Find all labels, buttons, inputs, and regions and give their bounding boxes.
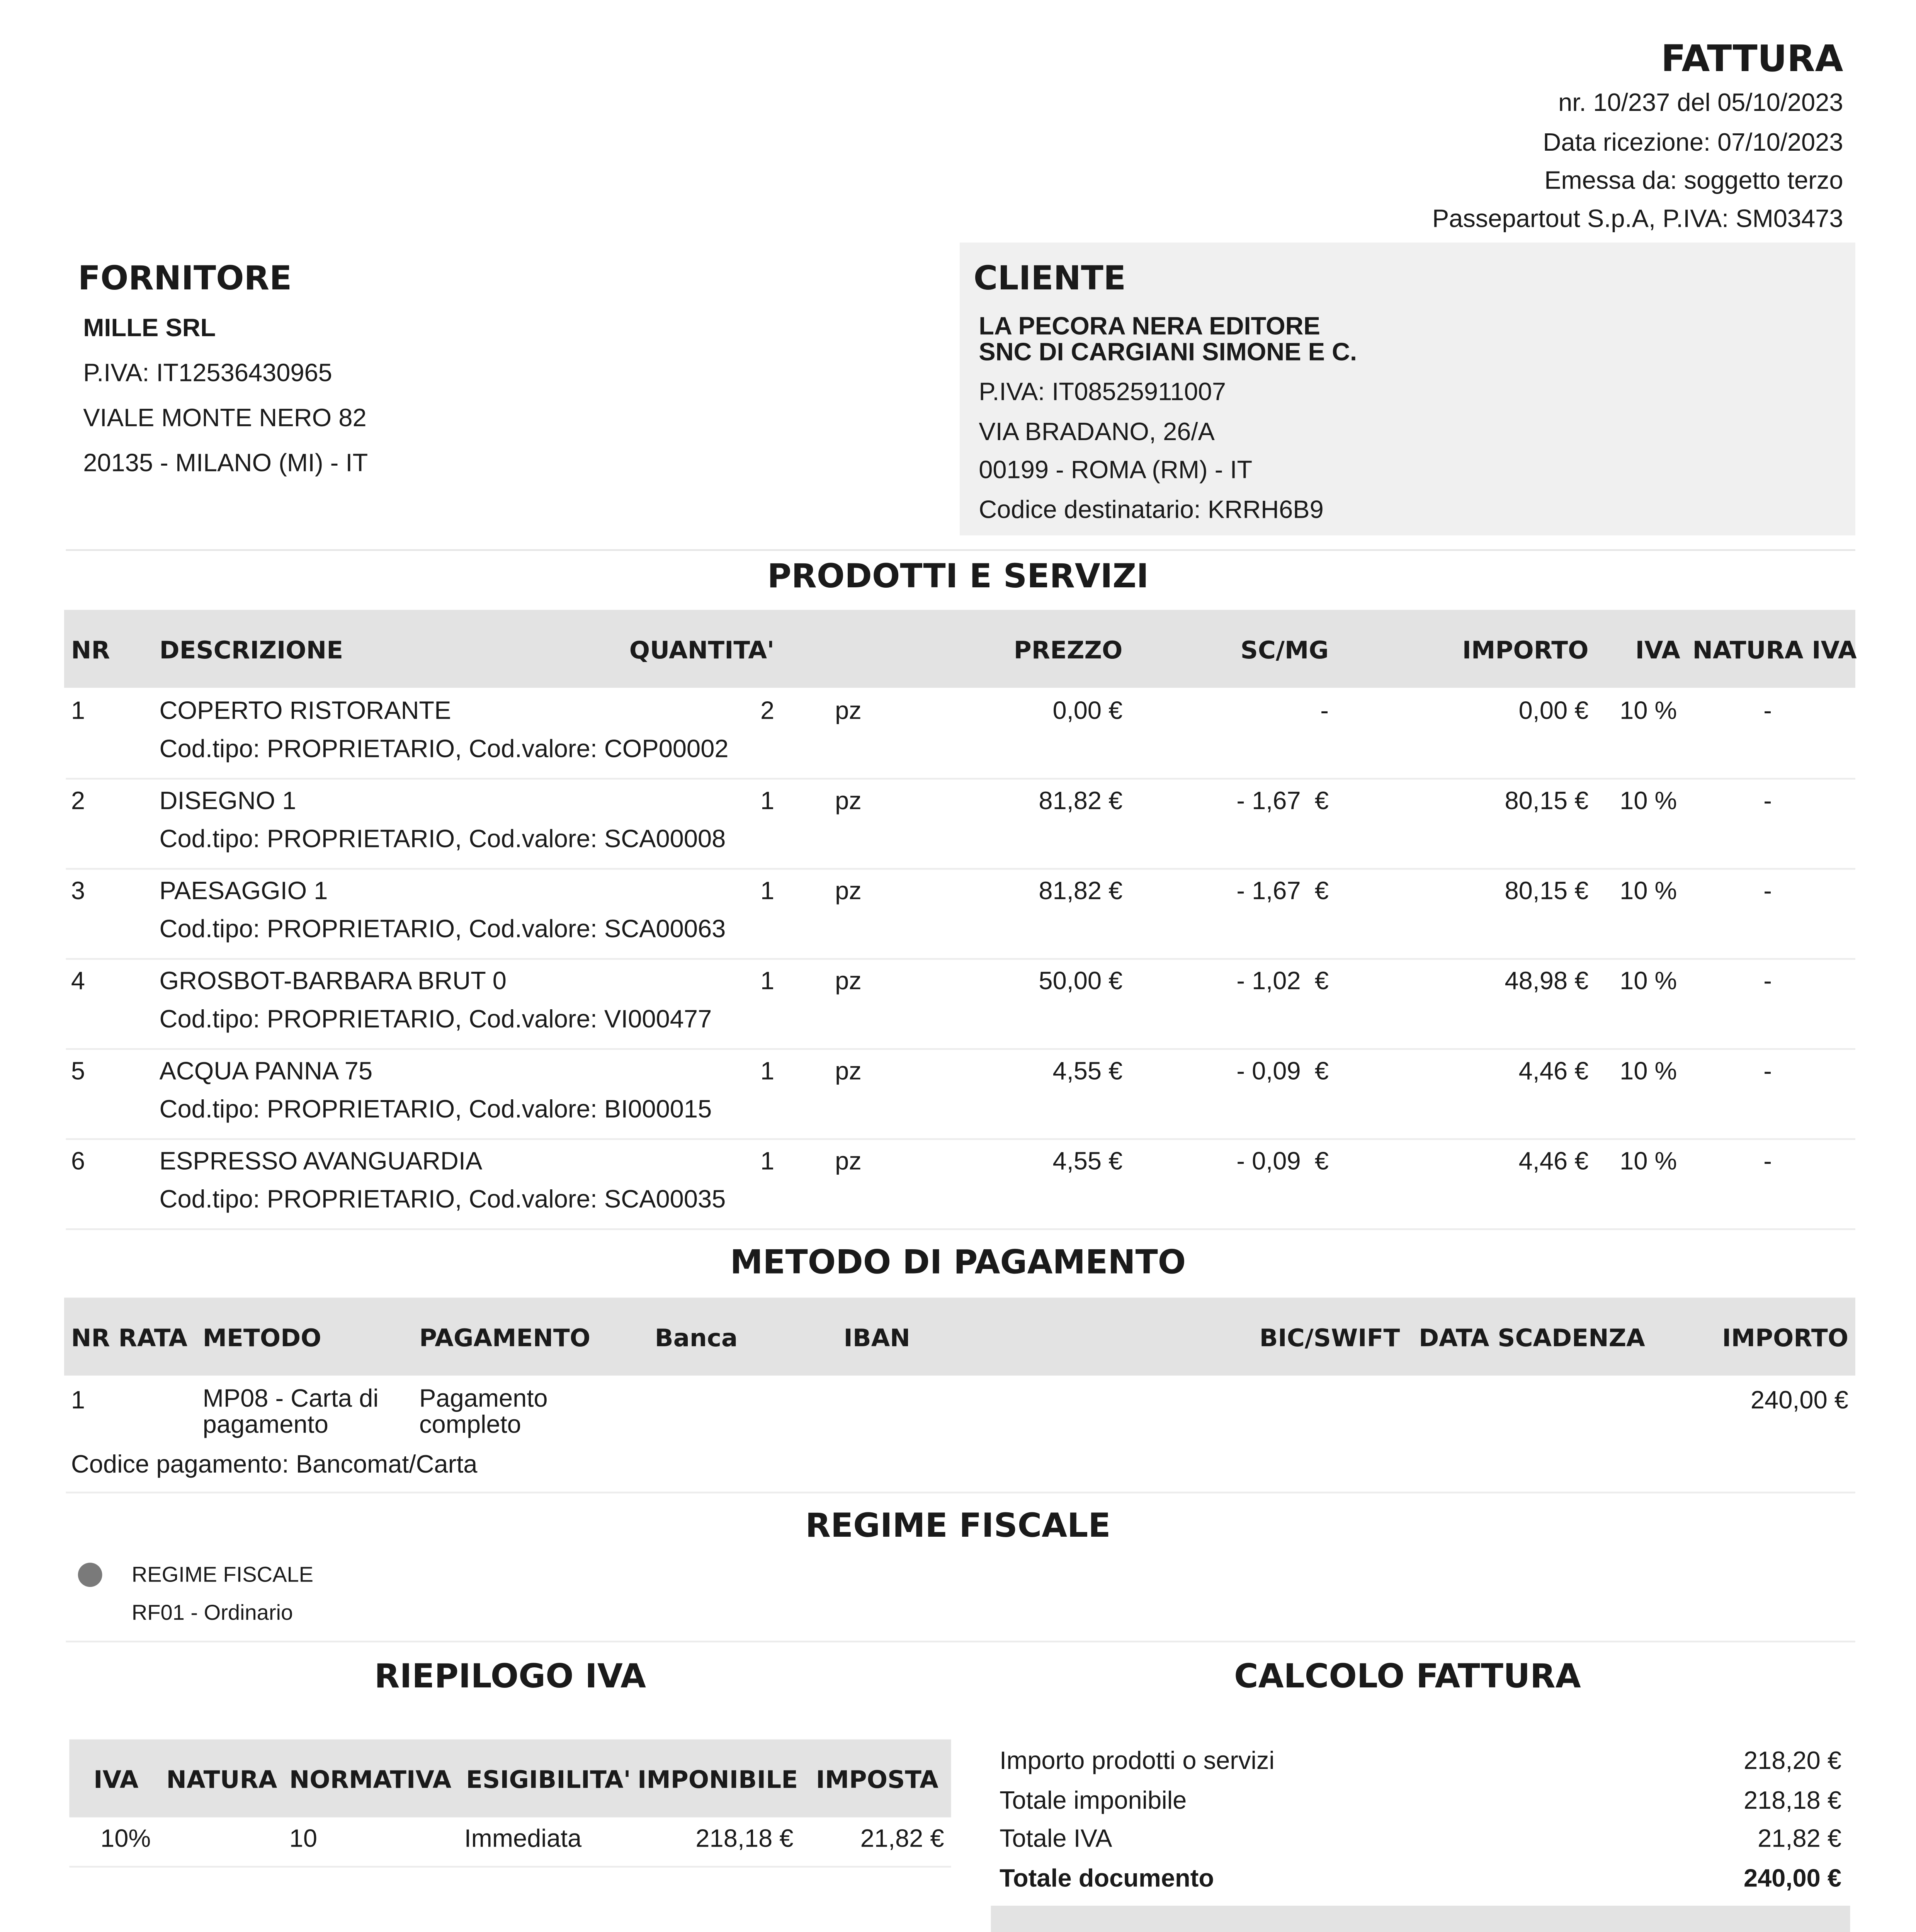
row-price: 0,00 €: [1052, 698, 1123, 726]
row-quantity: 1: [760, 878, 775, 906]
row-vat-nature: -: [1763, 1148, 1772, 1177]
client-name-line2: SNC DI CARGIANI SIMONE E C.: [979, 339, 1357, 367]
row-amount: 4,46 €: [1518, 1148, 1589, 1177]
payment-method-line1: MP08 - Carta di: [202, 1386, 379, 1414]
row-description: COPERTO RISTORANTE: [159, 698, 451, 726]
row-code: Cod.tipo: PROPRIETARIO, Cod.valore: SCA00035: [159, 1187, 726, 1215]
issued-by: Emessa da: soggetto terzo: [1544, 168, 1843, 196]
calc-line-label: Totale documento: [1000, 1865, 1214, 1893]
regime-title: REGIME FISCALE: [805, 1507, 1111, 1546]
row-quantity: 2: [760, 698, 775, 726]
row-price: 4,55 €: [1052, 1148, 1123, 1177]
row-vat: 10 %: [1620, 1058, 1677, 1087]
row-divider: [66, 1048, 1855, 1050]
supplier-block: [83, 315, 368, 490]
row-amount: 48,98 €: [1505, 968, 1589, 997]
payment-installment: 1: [71, 1388, 85, 1416]
client-dest-code: Codice destinatario: KRRH6B9: [979, 497, 1324, 525]
vat-summary-rate: 10%: [100, 1826, 151, 1854]
col-amount: IMPORTO: [1462, 637, 1589, 665]
row-code: Cod.tipo: PROPRIETARIO, Cod.valore: COP00002: [159, 736, 729, 764]
row-unit: pz: [835, 698, 862, 726]
row-discount: - 1,67 €: [1236, 878, 1329, 906]
row-discount: - 0,09 €: [1236, 1148, 1329, 1177]
divider: [69, 1866, 951, 1867]
col-discount: SC/MG: [1240, 637, 1329, 665]
col-bic: BIC/SWIFT: [1259, 1325, 1400, 1353]
products-title: PRODOTTI E SERVIZI: [767, 558, 1149, 596]
vat-summary-imposta: 21,82 €: [860, 1826, 944, 1854]
row-unit: pz: [835, 1058, 862, 1087]
calc-line-value: 218,18 €: [1743, 1787, 1842, 1815]
row-divider: [66, 778, 1855, 779]
col-natura: NATURA: [166, 1767, 277, 1795]
row-unit: pz: [835, 968, 862, 997]
supplier-name: MILLE SRL: [83, 315, 216, 343]
row-vat-nature: -: [1763, 968, 1772, 997]
payment-type-line2: completo: [419, 1412, 521, 1440]
client-title: CLIENTE: [973, 260, 1126, 298]
col-vat-nature: NATURA IVA: [1692, 637, 1857, 665]
row-discount: -: [1320, 698, 1329, 726]
bullet-icon: [78, 1563, 102, 1587]
supplier-title: FORNITORE: [78, 260, 292, 298]
col-installment: NR RATA: [71, 1325, 188, 1353]
col-vat: IVA: [1635, 637, 1680, 665]
regime-label: REGIME FISCALE: [131, 1563, 314, 1587]
calc-line-label: Totale IVA: [1000, 1826, 1112, 1854]
row-code: Cod.tipo: PROPRIETARIO, Cod.valore: BI000015: [159, 1097, 712, 1124]
client-vat: P.IVA: IT08525911007: [979, 379, 1226, 407]
row-vat: 10 %: [1620, 1148, 1677, 1177]
col-method: METODO: [202, 1325, 321, 1353]
row-unit: pz: [835, 1148, 862, 1177]
invoice-number: nr. 10/237 del 05/10/2023: [1558, 90, 1843, 118]
receipt-date: Data ricezione: 07/10/2023: [1543, 130, 1843, 158]
supplier-city: 20135 - MILANO (MI) - IT: [83, 450, 368, 478]
row-nr: 6: [71, 1148, 85, 1177]
document-title: FATTURA: [1661, 38, 1843, 80]
payment-type-line1: Pagamento: [419, 1386, 548, 1414]
payment-method-line2: pagamento: [202, 1412, 328, 1440]
row-vat-nature: -: [1763, 788, 1772, 816]
payment-method: [203, 1388, 379, 1440]
row-unit: pz: [835, 788, 862, 816]
row-description: ACQUA PANNA 75: [159, 1058, 373, 1087]
calc-title: CALCOLO FATTURA: [1234, 1658, 1581, 1696]
calc-line-label: Totale imponibile: [1000, 1787, 1187, 1815]
row-discount: - 0,09 €: [1236, 1058, 1329, 1087]
row-price: 4,55 €: [1052, 1058, 1123, 1087]
issuer: Passepartout S.p.A, P.IVA: SM03473: [1432, 206, 1843, 234]
calc-line-value: 240,00 €: [1743, 1865, 1842, 1893]
payment-amount: 240,00 €: [1750, 1388, 1849, 1416]
supplier-vat: P.IVA: IT12536430965: [83, 360, 332, 388]
client-block: [979, 315, 1357, 379]
col-quantity: QUANTITA': [629, 637, 775, 665]
divider: [66, 1641, 1855, 1642]
row-discount: - 1,67 €: [1236, 788, 1329, 816]
col-payment: PAGAMENTO: [419, 1325, 591, 1353]
row-description: PAESAGGIO 1: [159, 878, 328, 906]
row-amount: 0,00 €: [1518, 698, 1589, 726]
vat-summary-imponibile: 218,18 €: [695, 1826, 794, 1854]
col-iban: IBAN: [843, 1325, 910, 1353]
row-quantity: 1: [760, 968, 775, 997]
row-amount: 80,15 €: [1505, 788, 1589, 816]
vat-summary-title: RIEPILOGO IVA: [374, 1658, 646, 1696]
row-divider: [66, 1228, 1855, 1230]
row-amount: 4,46 €: [1518, 1058, 1589, 1087]
row-discount: - 1,02 €: [1236, 968, 1329, 997]
row-quantity: 1: [760, 1148, 775, 1177]
row-description: DISEGNO 1: [159, 788, 296, 816]
calc-line-value: 218,20 €: [1743, 1748, 1842, 1776]
payment-type: [419, 1388, 548, 1440]
payment-code: Codice pagamento: Bancomat/Carta: [71, 1452, 478, 1480]
row-divider: [66, 958, 1855, 959]
col-imponibile: IMPONIBILE: [637, 1767, 798, 1795]
row-price: 81,82 €: [1039, 788, 1123, 816]
row-code: Cod.tipo: PROPRIETARIO, Cod.valore: VI000477: [159, 1006, 712, 1034]
row-vat: 10 %: [1620, 698, 1677, 726]
client-name-line1: LA PECORA NERA EDITORE: [979, 313, 1320, 342]
regime-value: RF01 - Ordinario: [131, 1600, 293, 1625]
client-street: VIA BRADANO, 26/A: [979, 419, 1215, 447]
row-nr: 2: [71, 788, 85, 816]
col-payment-amount: IMPORTO: [1722, 1325, 1849, 1353]
row-code: Cod.tipo: PROPRIETARIO, Cod.valore: SCA00008: [159, 826, 726, 854]
net-to-pay-box: [991, 1906, 1850, 1932]
client-city: 00199 - ROMA (RM) - IT: [979, 457, 1253, 485]
row-vat: 10 %: [1620, 878, 1677, 906]
row-divider: [66, 868, 1855, 869]
row-nr: 3: [71, 878, 85, 906]
divider: [66, 1492, 1855, 1493]
row-nr: 1: [71, 698, 85, 726]
row-description: GROSBOT-BARBARA BRUT 0: [159, 968, 507, 997]
row-vat-nature: -: [1763, 878, 1772, 906]
col-price: PREZZO: [1013, 637, 1123, 665]
col-bank: Banca: [655, 1325, 738, 1353]
row-quantity: 1: [760, 788, 775, 816]
row-vat: 10 %: [1620, 968, 1677, 997]
row-code: Cod.tipo: PROPRIETARIO, Cod.valore: SCA00063: [159, 916, 726, 944]
col-due-date: DATA SCADENZA: [1419, 1325, 1645, 1353]
row-divider: [66, 1138, 1855, 1140]
supplier-street: VIALE MONTE NERO 82: [83, 405, 367, 433]
calc-line-label: Importo prodotti o servizi: [1000, 1748, 1275, 1776]
col-normativa: NORMATIVA: [289, 1767, 452, 1795]
row-vat: 10 %: [1620, 788, 1677, 816]
row-price: 81,82 €: [1039, 878, 1123, 906]
vat-summary-esigibilita: Immediata: [464, 1826, 582, 1854]
row-price: 50,00 €: [1039, 968, 1123, 997]
row-vat-nature: -: [1763, 698, 1772, 726]
col-iva: IVA: [94, 1767, 139, 1795]
row-amount: 80,15 €: [1505, 878, 1589, 906]
row-vat-nature: -: [1763, 1058, 1772, 1087]
col-description: DESCRIZIONE: [159, 637, 343, 665]
row-quantity: 1: [760, 1058, 775, 1087]
row-unit: pz: [835, 878, 862, 906]
payment-title: METODO DI PAGAMENTO: [730, 1244, 1186, 1282]
row-nr: 5: [71, 1058, 85, 1087]
row-description: ESPRESSO AVANGUARDIA: [159, 1148, 483, 1177]
col-imposta: IMPOSTA: [816, 1767, 938, 1795]
col-esigibilita: ESIGIBILITA': [466, 1767, 631, 1795]
vat-summary-normativa: 10: [289, 1826, 318, 1854]
calc-line-value: 21,82 €: [1758, 1826, 1842, 1854]
row-nr: 4: [71, 968, 85, 997]
col-nr: NR: [71, 637, 110, 665]
divider: [66, 549, 1855, 551]
